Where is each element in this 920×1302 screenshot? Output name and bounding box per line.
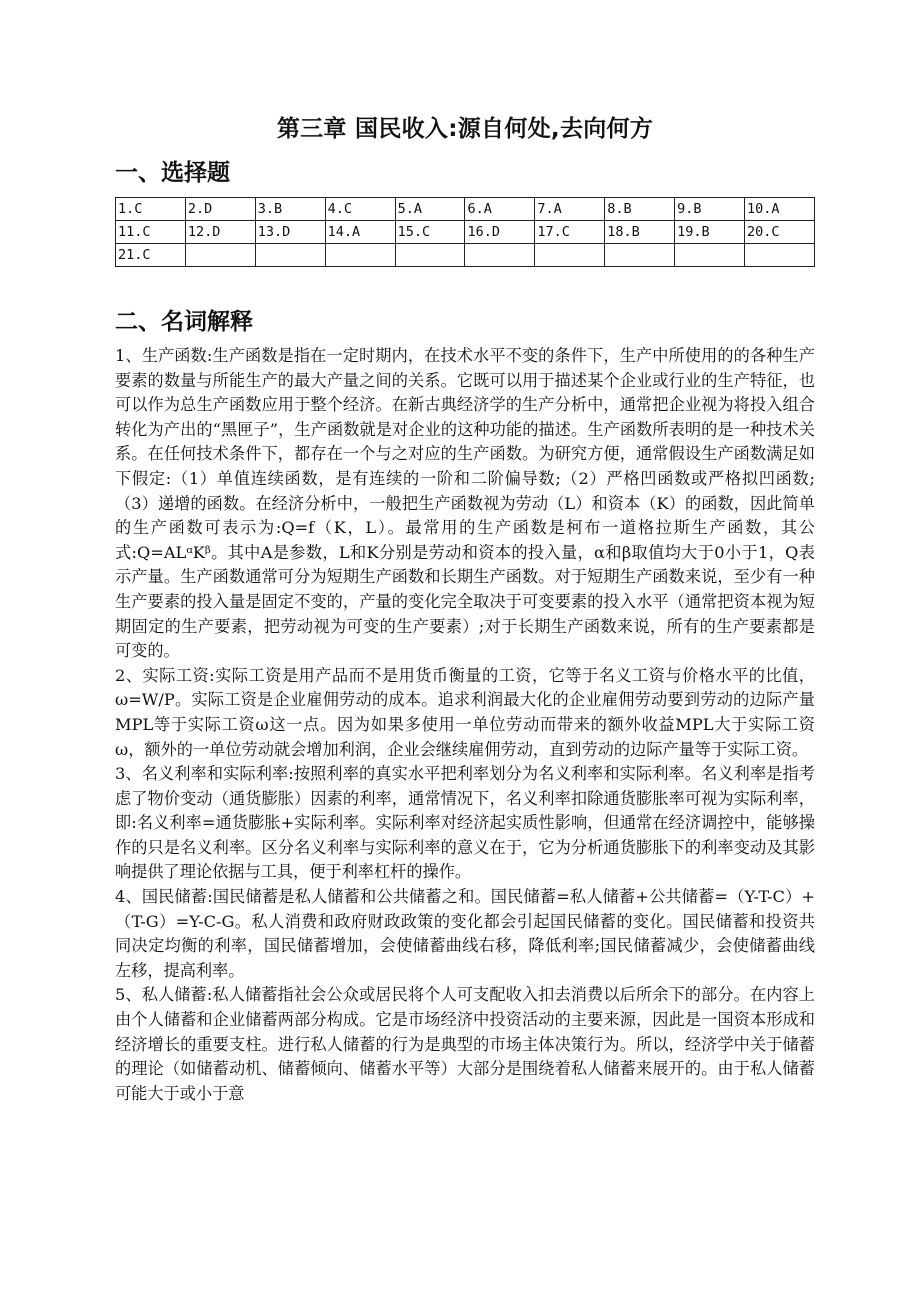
answer-cell: 18.B [605,221,675,244]
answer-table [115,197,815,267]
chapter-title: 第三章 国民收入:源自何处,去向何方 [276,116,654,142]
answer-cell [675,244,745,267]
paragraph-private-saving: 5、私人储蓄:私人储蓄指社会公众或居民将个人可支配收入扣去消费以后所余下的部分。在内容上由个人储蓄和企业储蓄两部分构成。它是市场经济中投资活动的主要来源，因此是一国资本形成和经济增长的重要支柱。进行私人储蓄的行为是典型的市场主体决策行为。所以，经济学中关于储蓄的理论（如储蓄动机、储蓄倾向、储蓄水平等）大部分是围绕着私人储蓄来展开的。由于私人储蓄可能大于或小于意 [115,985,815,1103]
answer-cell: 6.A [465,198,535,221]
answer-cell: 19.B [675,221,745,244]
answer-row [116,221,815,244]
answer-cell [325,244,395,267]
answer-cell: 20.C [745,221,815,244]
section-heading-terms: 二、名词解释 [115,309,253,335]
answer-cell: 13.D [255,221,325,244]
answer-cell [465,244,535,267]
answer-cell [255,244,325,267]
answer-cell: 5.A [395,198,465,221]
answer-row [116,244,815,267]
answer-cell: 9.B [675,198,745,221]
answer-cell: 14.A [325,221,395,244]
paragraph-production-function: 1、生产函数:生产函数是指在一定时期内，在技术水平不变的条件下，生产中所使用的的各种生产要素的数量与所能生产的最大产量之间的关系。它既可以用于描述某个企业或行业的生产特征，也可以作为总生产函数应用于整个经济。在新古典经济学的生产分析中，通常把企业视为将投入组合转化为产出的“黑匣子”，生产函数就是对企业的这种功能的描述。生产函数所表明的是一种技术关系。在任何技术条件下，都存在一个与之对应的生产函数。为研究方便，通常假设生产函数满足如下假定:（1）单值连续函数，是有连续的一阶和二阶偏导数;（2）严格凹函数或严格拟凹函数;（3）递增的函数。在经济分析中，一般把生产函数视为劳动（L）和资本（K）的函数，因此简单的生产函数可表示为:Q=f（K，L）。最常用的生产函数是柯布一道格拉斯生产函数，其公式:Q=ALᵅKᵝ。其中A是参数，L和K分别是劳动和资本的投入量，α和β取值均大于0小于1，Q表示产量。生产函数通常可分为短期生产函数和长期生产函数。对于短期生产函数来说，至少有一种生产要素的投入量是固定不变的，产量的变化完全取决于可变要素的投入水平（通常把资本视为短期固定的生产要素，把劳动视为可变的生产要素）;对于长期生产函数来说，所有的生产要素都是可变的。 [115,346,815,661]
answer-cell: 8.B [605,198,675,221]
answer-cell: 16.D [465,221,535,244]
answer-cell: 10.A [745,198,815,221]
paragraph-interest-rates: 3、名义利率和实际利率:按照利率的真实水平把利率划分为名义利率和实际利率。名义利率是指考虑了物价变动（通货膨胀）因素的利率，通常情况下，名义利率扣除通货膨胀率可视为实际利率，即:名义利率=通货膨胀+实际利率。实际利率对经济起实质性影响，但通常在经济调控中，能够操作的只是名义利率。区分名义利率与实际利率的意义在于，它为分析通货膨胀下的利率变动及其影响提供了理论依据与工具，便于利率杠杆的操作。 [115,764,815,882]
answer-row [116,198,815,221]
answer-cell [395,244,465,267]
answer-cell: 11.C [116,221,186,244]
answer-cell: 1.C [116,198,186,221]
answer-cell: 3.B [255,198,325,221]
answer-cell: 12.D [185,221,255,244]
paragraph-national-saving: 4、国民储蓄:国民储蓄是私人储蓄和公共储蓄之和。国民储蓄=私人储蓄+公共储蓄=（Y-T-C）+（T-G）=Y-C-G。私人消费和政府财政政策的变化都会引起国民储蓄的变化。国民储蓄和投资共同决定均衡的利率，国民储蓄增加，会使储蓄曲线右移，降低利率;国民储蓄减少，会使储蓄曲线左移，提高利率。 [115,887,815,980]
answer-cell: 17.C [535,221,605,244]
answer-cell [185,244,255,267]
answer-cell: 4.C [325,198,395,221]
section-heading-choice: 一、选择题 [115,160,230,186]
answer-cell: 2.D [185,198,255,221]
term-explanations [115,344,815,1106]
answer-cell: 15.C [395,221,465,244]
answer-cell: 7.A [535,198,605,221]
answer-cell [535,244,605,267]
answer-cell [605,244,675,267]
answer-cell [745,244,815,267]
answer-cell: 21.C [116,244,186,267]
paragraph-real-wage: 2、实际工资:实际工资是用产品而不是用货币衡量的工资，它等于名义工资与价格水平的比值，ω=W/P。实际工资是企业雇佣劳动的成本。追求利润最大化的企业雇佣劳动要到劳动的边际产量MPL等于实际工资ω这一点。因为如果多使用一单位劳动而带来的额外收益MPL大于实际工资ω，额外的一单位劳动就会增加利润，企业会继续雇佣劳动，直到劳动的边际产量等于实际工资。 [115,665,815,759]
